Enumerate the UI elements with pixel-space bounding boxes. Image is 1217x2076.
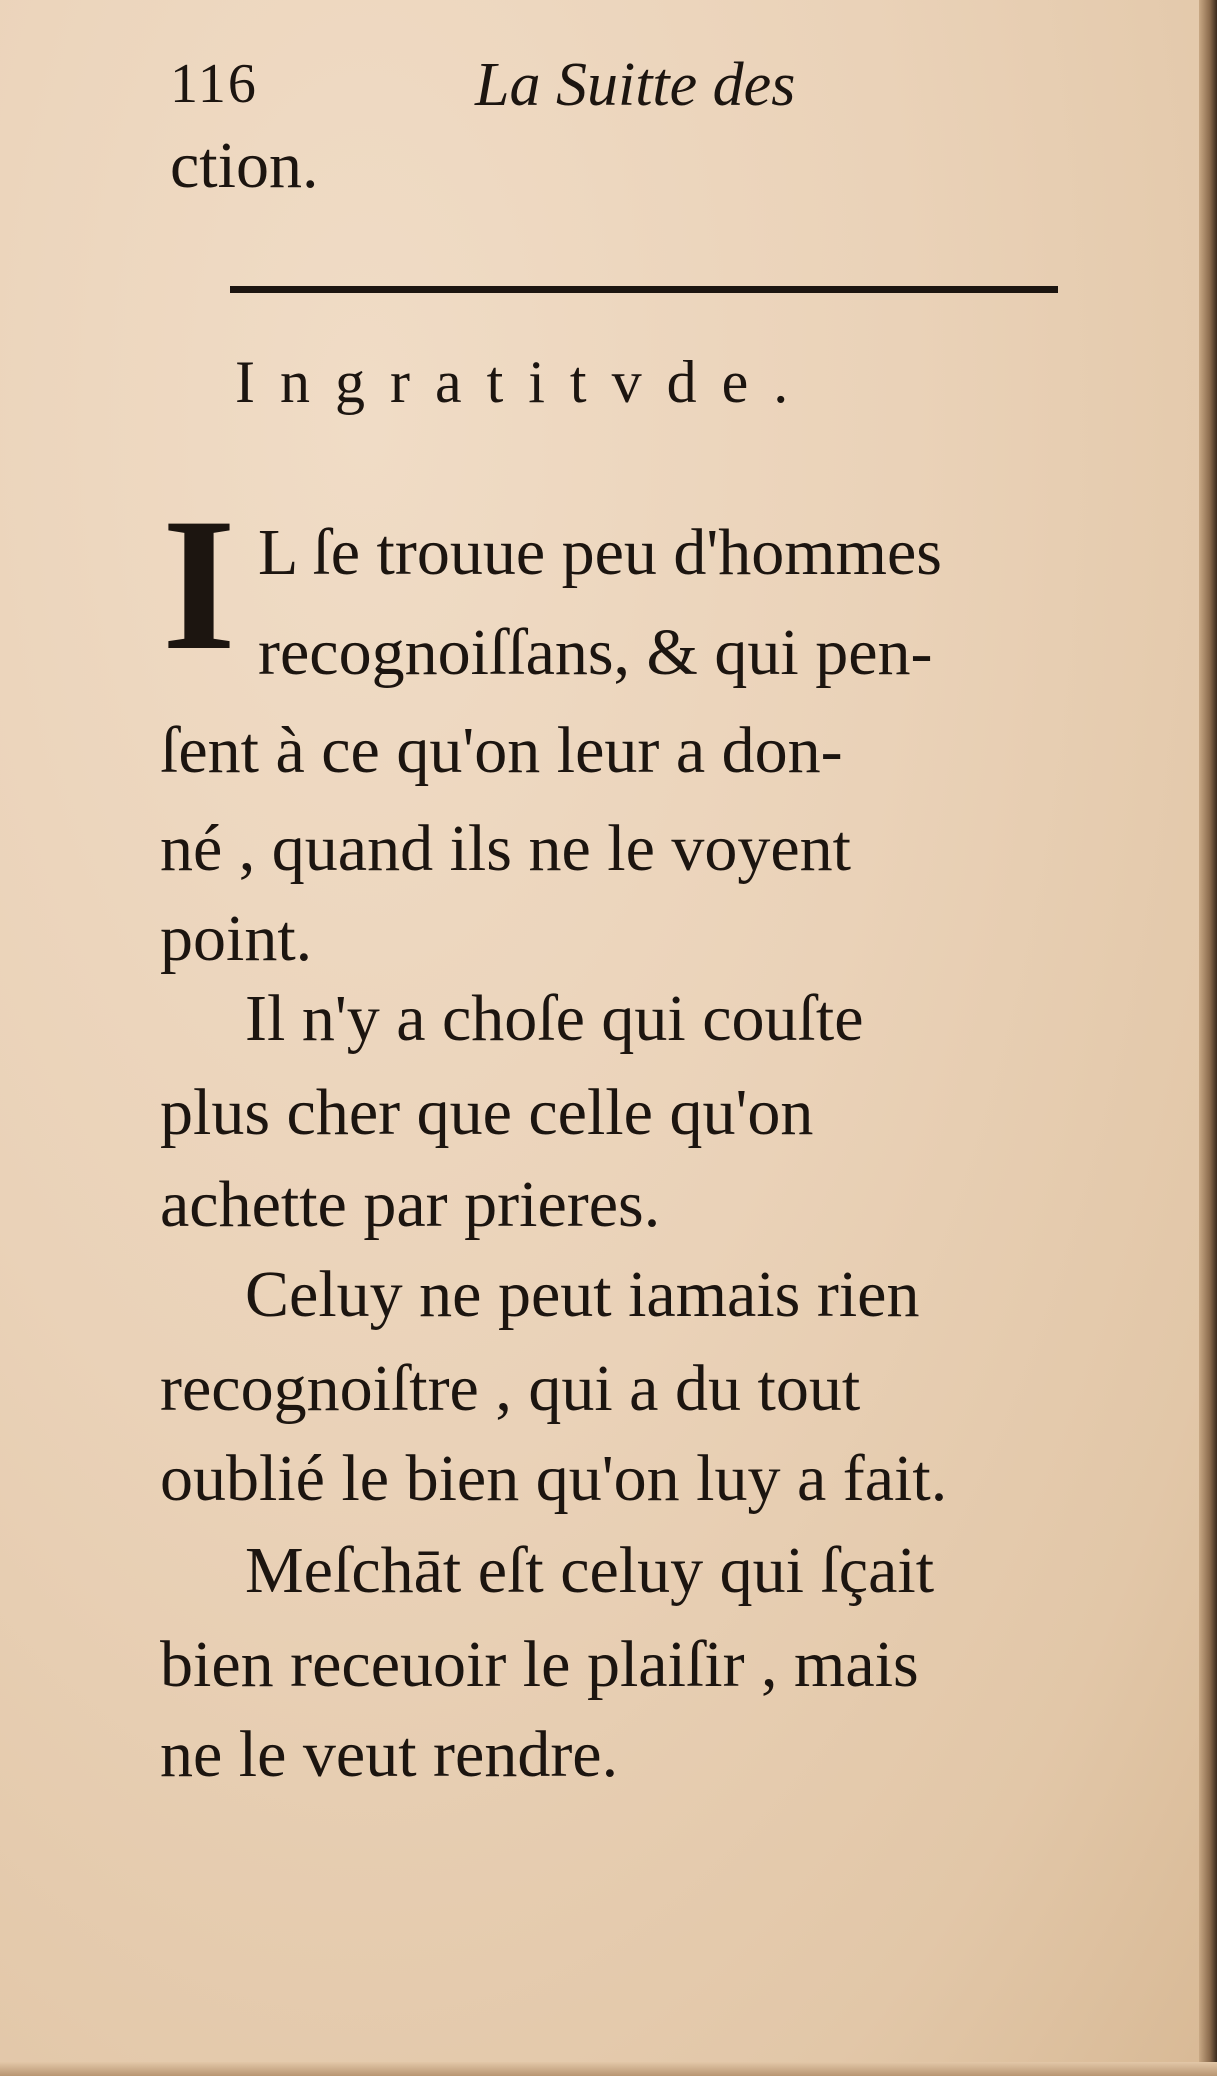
page-edge [0,2062,1217,2076]
text-line: Il n'y a choſe qui couſte [245,982,864,1055]
text-line: L ſe trouue peu d'hommes [258,516,942,589]
section-title: Ingratitvde. [235,349,814,415]
text-line: bien receuoir le plaiſir , mais [160,1628,919,1701]
page-edge [1199,0,1217,2076]
text-line: oublié le bien qu'on luy a fait. [160,1442,948,1515]
text-line: ſent à ce qu'on leur a don- [160,714,843,787]
text-line: achette par prieres. [160,1168,661,1241]
page-number: 116 [170,53,258,115]
text-line: né , quand ils ne le voyent [160,812,852,885]
drop-cap: I [162,480,236,690]
text-line: Meſchāt eſt celuy qui ſçait [245,1534,935,1607]
carryover-text: ction. [170,129,319,202]
section-rule [230,286,1058,293]
text-line: ne le veut rendre. [160,1718,619,1791]
text-line: Celuy ne peut iamais rien [245,1258,920,1331]
text-line: plus cher que celle qu'on [160,1076,814,1149]
text-line: recognoiſtre , qui a du tout [160,1352,861,1425]
text-line: point. [160,902,313,975]
text-line: recognoiſſans, & qui pen- [258,616,933,689]
running-title: La Suitte des [475,51,796,119]
